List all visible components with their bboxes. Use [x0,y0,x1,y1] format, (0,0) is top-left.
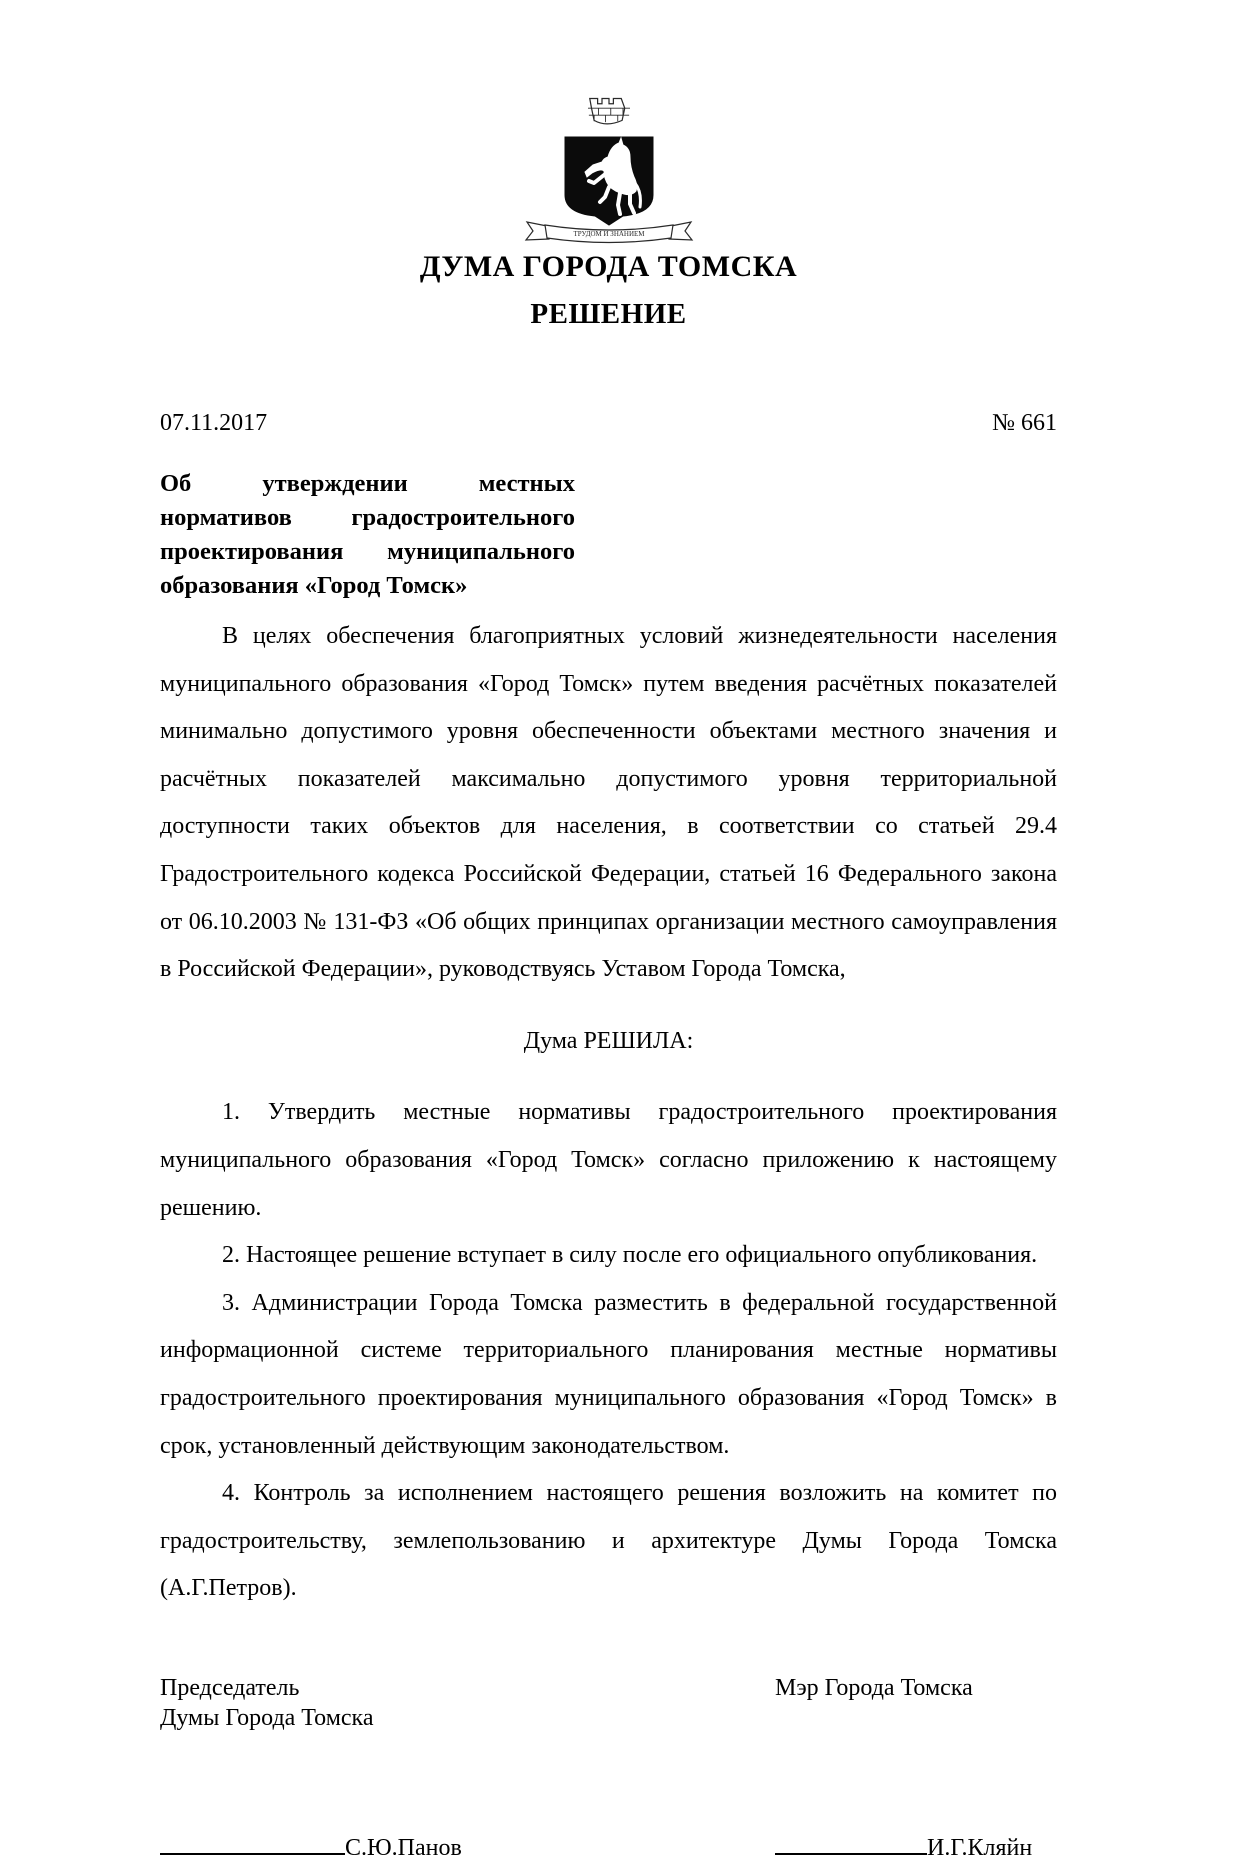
chairman-title-line1: Председатель [160,1674,300,1701]
document-body [160,613,1057,1613]
motto-text: ТРУДОМ И ЗНАНИЕМ [572,230,645,238]
organization-title: ДУМА ГОРОДА ТОМСКА [419,250,798,283]
document-type-title: РЕШЕНИЕ [530,298,687,330]
resolution-item-3: 3. Администрации Города Томска разместить в федеральной государственной информационной системе территориального планирования местные нормативы градостроительного проектирования муниципального образования «Город Томск» в срок, установленный действующим законодательством. [160,1289,1057,1459]
shield-horse-icon [563,135,655,225]
document-number: № 661 [992,410,1057,436]
mural-crown-icon [581,95,637,137]
mayor-name: И.Г.Кляйн [927,1834,1033,1861]
signature-names-row [160,1829,1057,1863]
chairman-title [160,1673,374,1733]
signature-titles-row [160,1673,1057,1733]
document-meta-row [160,410,1057,437]
chairman-title-line2: Думы Города Томска [160,1704,374,1731]
motto-ribbon [523,218,695,246]
resolution-item-2: 2. Настоящее решение вступает в силу после его официального опубликования. [222,1242,1038,1269]
resolution-item-4: 4. Контроль за исполнением настоящего решения возложить на комитет по градостроительству, землепользованию и архитектуре Думы Города Томска (А.Г.Петров). [160,1480,1057,1602]
document-date: 07.11.2017 [160,410,268,436]
mayor-signature [775,1829,1057,1863]
resolution-heading: Дума РЕШИЛА: [523,1027,694,1054]
mayor-signature-line [775,1829,927,1855]
tomsk-coat-of-arms [160,95,1057,246]
mayor-title: Мэр Города Томска [775,1674,973,1701]
resolution-item-1: 1. Утвердить местные нормативы градостроительного проектирования муниципального образования «Город Томск» согласно приложению к настоящему решению. [160,1099,1057,1221]
chairman-signature [160,1829,462,1863]
document-subject: Об утверждении местных нормативов градостроительного проектирования муниципального образования «Город Томск» [160,470,575,599]
preamble-paragraph: В целях обеспечения благоприятных условий жизнедеятельности населения муниципального образования «Город Томск» путем введения расчётных показателей минимально допустимого уровня обеспеченности объектами местного значения и расчётных показателей максимально допустимого уровня территориальной доступности таких объектов для населения, в соответствии со статьей 29.4 Градостроительного кодекса Российской Федерации, статьей 16 Федерального закона от 06.10.2003 № 131-ФЗ «Об общих принципах организации местного самоуправления в Российской Федерации», руководствуясь Уставом Города Томска, [160,623,1057,983]
chairman-signature-line [160,1829,345,1855]
chairman-name: С.Ю.Панов [345,1834,462,1861]
